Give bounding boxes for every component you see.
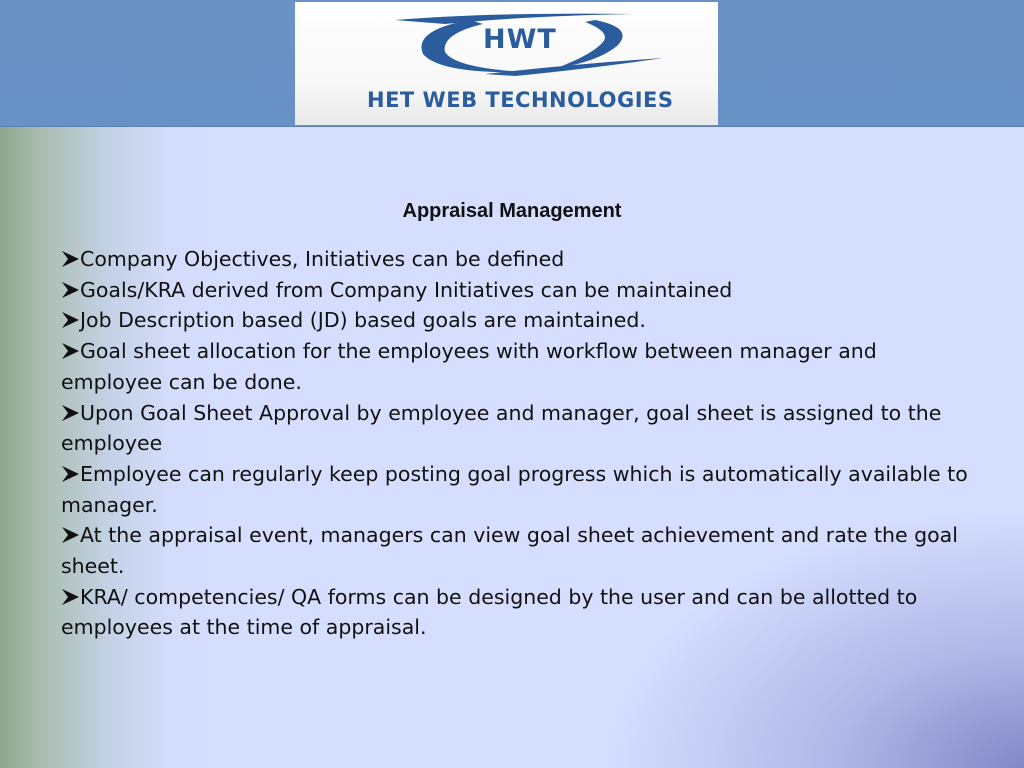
header-band — [0, 0, 1024, 127]
bullet-text: Company Objectives, Initiatives can be defined — [80, 247, 565, 271]
arrow-bullet-icon — [61, 465, 80, 483]
bullet-text: Employee can regularly keep posting goal progress which is automatically available to manager. — [61, 461, 968, 517]
slide-title: Appraisal Management — [402, 200, 622, 222]
bullet-text: Goals/KRA derived from Company Initiatives can be maintained — [80, 277, 733, 302]
bullet-text: Goal sheet allocation for the employees with workflow between manager and employee can be done. — [61, 339, 877, 394]
arrow-bullet-icon — [61, 281, 80, 299]
bullet-item — [61, 582, 971, 643]
bullet-item — [61, 305, 971, 336]
arrow-bullet-icon — [61, 250, 80, 268]
bullet-item — [61, 459, 971, 520]
arrow-bullet-icon — [61, 404, 80, 422]
bullet-text: At the appraisal event, managers can view goal sheet achievement and rate the goal sheet. — [61, 523, 958, 579]
company-logo — [295, 2, 718, 125]
logo-short-name: HWT — [483, 24, 557, 55]
bullet-item — [61, 244, 971, 275]
bullet-item — [61, 336, 971, 397]
arrow-bullet-icon — [61, 311, 80, 329]
bullet-item — [61, 398, 971, 459]
bullet-text: KRA/ competencies/ QA forms can be designed by the user and can be allotted to employees at the time of appraisal. — [61, 584, 918, 640]
arrow-bullet-icon — [61, 588, 80, 606]
bullet-item — [61, 520, 971, 581]
bullet-text: Job Description based (JD) based goals are maintained. — [80, 308, 646, 333]
logo-company-name: HET WEB TECHNOLOGIES — [367, 88, 674, 112]
arrow-bullet-icon — [61, 526, 80, 544]
bullet-item — [61, 275, 971, 306]
arrow-bullet-icon — [61, 342, 80, 360]
bullet-list — [61, 244, 971, 643]
bullet-text: Upon Goal Sheet Approval by employee and manager, goal sheet is assigned to the employee — [61, 400, 942, 456]
